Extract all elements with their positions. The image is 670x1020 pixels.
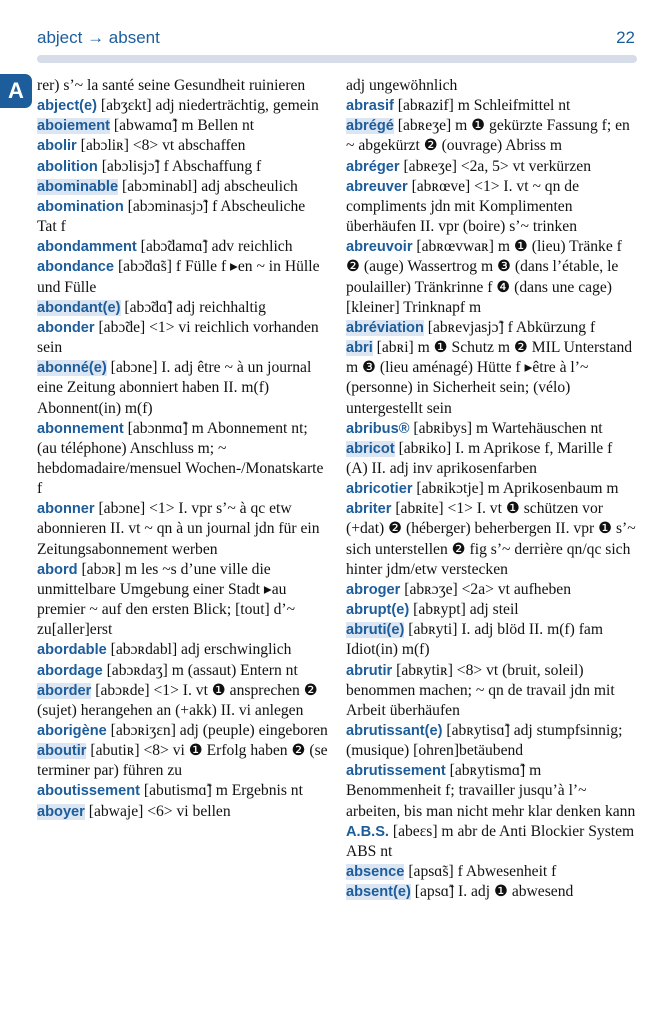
entry-headword[interactable]: abreuver: [346, 178, 408, 195]
entry-definition: [abɔ̃damɑ̃] adv reichlich: [140, 238, 293, 256]
dictionary-entry: [346, 419, 637, 439]
entry-headword[interactable]: abrutir: [346, 662, 393, 679]
entry-headword[interactable]: abolir: [37, 138, 77, 155]
dictionary-entry: [37, 721, 328, 741]
dictionary-entry: [346, 76, 637, 96]
entry-headword[interactable]: abord: [37, 561, 78, 578]
entry-definition: [abʀypt] adj steil: [413, 601, 519, 619]
running-head: abject → absent: [37, 28, 160, 47]
entry-definition: [abʀibys] m Wartehäuschen nt: [413, 419, 603, 437]
dictionary-entry: [37, 318, 328, 358]
left-column: [37, 76, 328, 822]
entry-headword[interactable]: abonnement: [37, 420, 124, 437]
dictionary-entry: [37, 681, 328, 721]
entry-headword[interactable]: abriter: [346, 501, 392, 518]
entry-definition: [abɔminabl] adj abscheulich: [122, 177, 298, 195]
dictionary-entry: [346, 600, 637, 620]
dictionary-entry: [346, 116, 637, 156]
dictionary-entry: [37, 802, 328, 822]
entry-headword[interactable]: abordage: [37, 662, 103, 679]
entry-definition: [apsɑ̃s] f Abwesenheit f: [408, 863, 557, 881]
entry-definition: [abwaje] <6> vi bellen: [88, 802, 231, 820]
dictionary-entry: [346, 96, 637, 116]
entry-headword[interactable]: abonné(e): [37, 360, 107, 377]
entry-headword[interactable]: aboiement: [37, 118, 110, 135]
entry-definition: [abʀi] m ❶ Schutz m ❷ MIL Unterstand m ❸ (lieu aménagé) Hütte f ▸être à l’~ (personne) in Sicherheit sein; (vélo) untergestellt sein: [346, 339, 633, 417]
entry-headword[interactable]: aborigène: [37, 723, 107, 739]
dictionary-entry: [346, 237, 637, 318]
dictionary-entry: [37, 177, 328, 197]
dictionary-entry: [37, 661, 328, 681]
dictionary-entry: [346, 439, 637, 479]
entry-headword[interactable]: abrasif: [346, 98, 394, 115]
entry-headword[interactable]: abrupt(e): [346, 602, 410, 619]
entry-definition: [abeɛs] m abr de Anti Blockier System ABS nt: [346, 822, 635, 860]
dictionary-entry: [346, 157, 637, 177]
entry-definition: [abɔne] <1> I. vpr s’~ à qc etw abonnieren II. vt ~ qn à un journal jdn für ein Zeitungsabonnement werben: [37, 500, 320, 558]
entry-definition: [abʀytismɑ̃] m Benommenheit f; travailler jusqu’à l’~ arbeiten, bis man nicht mehr klar denken kann: [346, 762, 636, 820]
entry-headword[interactable]: abject(e): [37, 98, 98, 115]
entry-definition: [abʀytiʀ] <8> vt (bruit, soleil) benommen machen; ~ qn de travail jdn mit Arbeit überhäufen: [346, 661, 615, 719]
entry-headword[interactable]: abricotier: [346, 481, 413, 498]
dictionary-entry: [37, 257, 328, 297]
dictionary-entry: [346, 661, 637, 721]
dictionary-entry: [37, 237, 328, 257]
entry-headword[interactable]: abonder: [37, 319, 95, 336]
dictionary-entry: [346, 177, 637, 237]
entry-headword[interactable]: aboyer: [37, 803, 85, 820]
entry-definition: [abutiʀ] <8> vi ❶ Erfolg haben ❷ (se terminer par) führen zu: [37, 742, 328, 780]
entry-definition: [abɔʀdaʒ] m (assaut) Entern nt: [106, 661, 298, 679]
entry-headword[interactable]: abomination: [37, 198, 124, 215]
entry-headword[interactable]: abrutissant(e): [346, 723, 443, 739]
dictionary-entry: [37, 197, 328, 237]
dictionary-entry: [346, 479, 637, 499]
entry-definition: [abʀikɔtje] m Aprikosenbaum m: [416, 480, 619, 498]
dictionary-entry: [346, 761, 637, 821]
page-number: 22: [616, 28, 635, 47]
dictionary-entry: [346, 318, 637, 338]
dictionary-entry: [346, 338, 637, 419]
entry-headword[interactable]: abolition: [37, 158, 98, 175]
entry-headword[interactable]: abordable: [37, 642, 107, 659]
entry-definition: [abɔliʀ] <8> vt abschaffen: [80, 137, 246, 155]
entry-definition: [abʀyti] I. adj blöd II. m(f) fam Idiot(in) m(f): [346, 621, 603, 659]
entry-definition: [abʒɛkt] adj niederträchtig, gemein: [100, 97, 319, 115]
dictionary-entry: [37, 358, 328, 418]
dictionary-entry: [37, 741, 328, 781]
dictionary-entry: [37, 499, 328, 559]
entry-definition: [abʀazif] m Schleifmittel nt: [397, 97, 571, 115]
entry-headword[interactable]: absent(e): [346, 884, 411, 901]
entry-headword[interactable]: abréviation: [346, 319, 424, 336]
right-column: [346, 76, 637, 902]
entry-headword[interactable]: abondamment: [37, 239, 137, 256]
dictionary-entry: [37, 640, 328, 660]
entry-definition: [abɔ̃de] <1> vi reichlich vorhanden sein: [37, 318, 319, 357]
dictionary-entry: [37, 419, 328, 500]
entry-definition: [abɔʀde] <1> I. vt ❶ ansprechen ❷ (sujet) herangehen an (+akk) II. vi anlegen: [37, 681, 318, 719]
entry-headword[interactable]: abrutissement: [346, 763, 446, 780]
entry-definition: [abɔ̃dɑ̃] adj reichhaltig: [124, 298, 266, 316]
entry-headword[interactable]: abricot: [346, 440, 395, 457]
entry-definition: [abʀœve] <1> I. vt ~ qn de compliments jdn mit Komplimenten überhäufen II. vpr (boire) s’~ trinken: [346, 177, 579, 236]
entry-definition: [apsɑ̃] I. adj ❶ abwesend: [414, 883, 574, 901]
entry-definition: [abʀeʒe] <2a, 5> vt verkürzen: [403, 157, 591, 175]
entry-headword[interactable]: abribus®: [346, 420, 410, 437]
entry-headword[interactable]: abroger: [346, 581, 401, 598]
entry-headword[interactable]: absence: [346, 864, 405, 881]
dictionary-entry: [37, 298, 328, 318]
entry-headword[interactable]: abréger: [346, 158, 400, 175]
dictionary-entry: [37, 96, 328, 116]
dictionary-entry: [346, 822, 637, 862]
entry-headword[interactable]: abrégé: [346, 118, 394, 135]
entry-definition: [abʀɔʒe] <2a> vt aufheben: [404, 580, 571, 598]
entry-definition: [abʀœvwaʀ] m ❶ (lieu) Tränke f ❷ (auge) Wassertrog m ❸ (dans l’étable, le poulailler) Tränkrinne f ❹ (dans une cage) [kleiner] Trinknapf m: [346, 238, 622, 316]
entry-definition: [abɔminasjɔ̃] f Abscheuliche Tat f: [37, 197, 306, 236]
entry-headword[interactable]: A.B.S.: [346, 823, 389, 840]
entry-definition: rer) s’~ la santé seine Gesundheit ruinieren: [37, 77, 306, 94]
page-header: [37, 28, 635, 52]
entry-headword[interactable]: abreuvoir: [346, 239, 413, 256]
entry-headword[interactable]: aboutir: [37, 743, 87, 760]
entry-definition: [abʀytisɑ̃] adj stumpfsinnig; (musique) [ohren]betäubend: [346, 722, 623, 760]
dictionary-entry: [346, 580, 637, 600]
entry-definition: [abʀeʒe] m ❶ gekürzte Fassung f; en ~ abgekürzt ❷ (ouvrage) Abriss m: [346, 117, 630, 155]
dictionary-entry: [346, 620, 637, 660]
entry-headword[interactable]: abruti(e): [346, 622, 405, 639]
entry-headword[interactable]: abominable: [37, 178, 119, 195]
entry-headword[interactable]: abondant(e): [37, 299, 121, 316]
entry-headword[interactable]: abri: [346, 340, 373, 357]
dictionary-entry: [346, 721, 637, 761]
dictionary-entry: [37, 116, 328, 136]
dictionary-entry: [37, 157, 328, 177]
dictionary-entry: [37, 76, 328, 96]
dictionary-entry: [346, 862, 637, 882]
entry-definition: [abʀite] <1> I. vt ❶ schützen vor (+dat) ❷ (héberger) beherbergen II. vpr ❶ s’~ sich unterstellen ❷ fig s’~ derrière qn/qc sich hinter jdm/etw verstecken: [346, 500, 636, 578]
entry-definition: [abutismɑ̃] m Ergebnis nt: [143, 782, 303, 800]
dictionary-entry: [346, 499, 637, 580]
entry-definition: [abʀiko] I. m Aprikose f, Marille f (A) II. adj inv aprikosenfarben: [346, 439, 613, 477]
entry-definition: [abɔʀ] m les ~s d’une ville die unmittelbare Umgebung einer Stadt ▸au premier ~ auf den ersten Blick; [tout] d’~ zu[aller]erst: [37, 560, 296, 639]
entry-definition: [abwamɑ̃] m Bellen nt: [113, 117, 255, 135]
entry-definition: [abɔʀdabl] adj erschwinglich: [110, 641, 292, 659]
entry-headword[interactable]: aboutissement: [37, 783, 140, 800]
dictionary-entry: [37, 560, 328, 641]
dictionary-entry: [37, 781, 328, 801]
entry-definition: [abɔne] I. adj être ~ à un journal eine Zeitung abonniert haben II. m(f) Abonnent(in) m(f): [37, 359, 312, 417]
entry-definition: [abʀevjasjɔ̃] f Abkürzung f: [427, 318, 596, 336]
header-rule: [37, 55, 637, 63]
entry-definition: [abɔ̃dɑ̃s] f Fülle f ▸en ~ in Hülle und Fülle: [37, 258, 320, 296]
dictionary-entry: [37, 136, 328, 156]
entry-definition: [abɔʀiʒɛn] adj (peuple) eingeboren: [110, 722, 328, 739]
entry-definition: [abɔlisjɔ̃] f Abschaffung f: [101, 157, 262, 175]
dictionary-entry: [346, 882, 637, 902]
entry-headword[interactable]: abonner: [37, 501, 95, 518]
entry-definition: adj ungewöhnlich: [346, 77, 458, 94]
entry-headword[interactable]: abondance: [37, 259, 115, 276]
entry-headword[interactable]: aborder: [37, 682, 92, 699]
entry-definition: [abɔnmɑ̃] m Abonnement nt; (au téléphone) Anschluss m; ~ hebdomadaire/mensuel Wochen-/Monatskarte f: [37, 419, 324, 498]
letter-tab[interactable]: A: [0, 74, 32, 108]
